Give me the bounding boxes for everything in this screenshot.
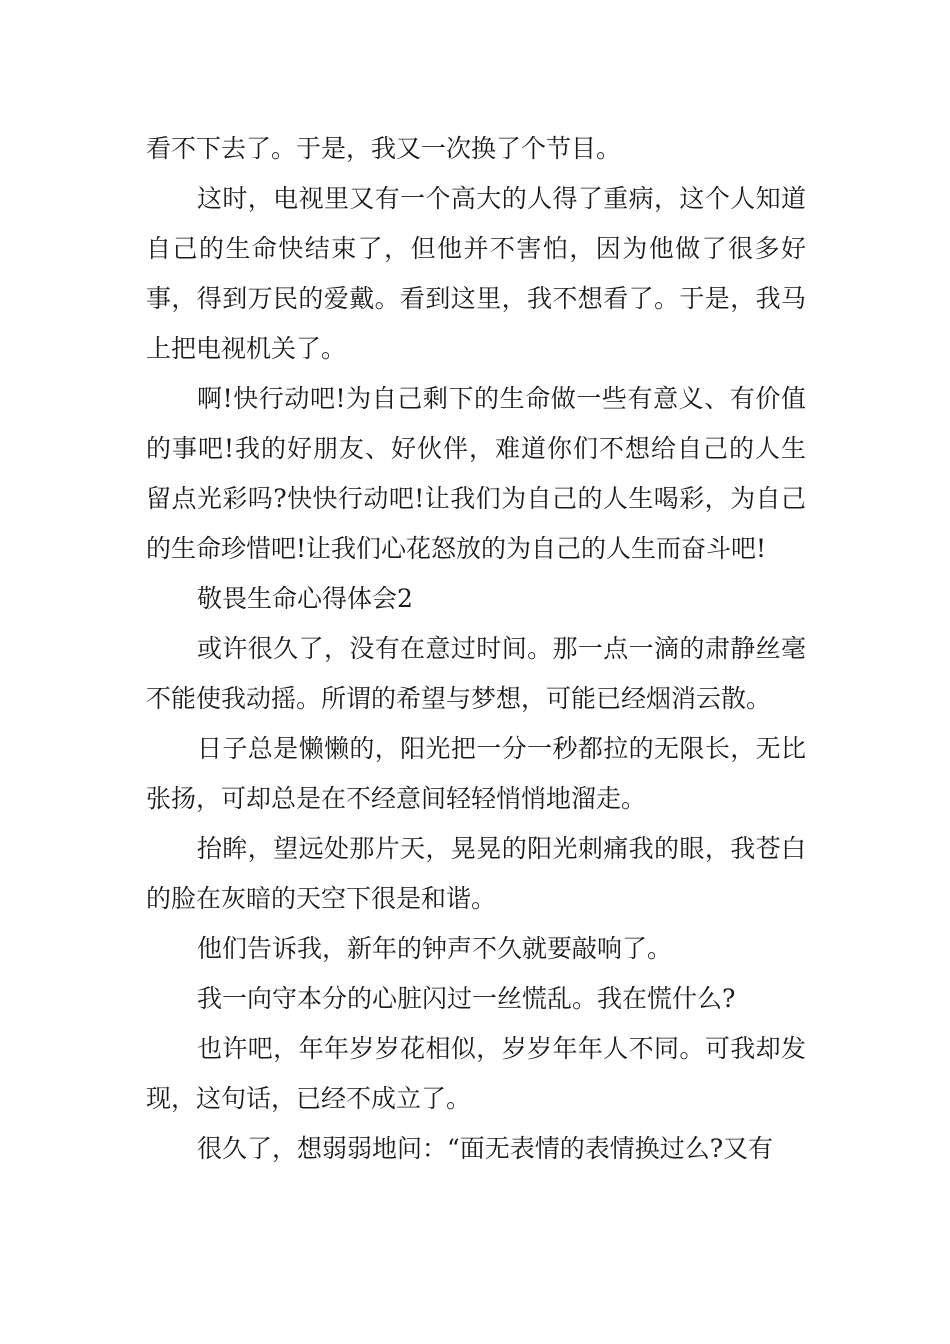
document-body <box>146 124 806 1174</box>
paragraph: 或许很久了，没有在意过时间。那一点一滴的肃静丝毫不能使我动摇。所谓的希望与梦想，可能已经烟消云散。 <box>146 634 806 713</box>
section-heading: 敬畏生命心得体会2 <box>197 584 413 613</box>
paragraph: 也许吧，年年岁岁花相似，岁岁年年人不同。可我却发现，这句话，已经不成立了。 <box>146 1034 806 1113</box>
paragraph: 这时，电视里又有一个高大的人得了重病，这个人知道自己的生命快结束了，但他并不害怕，因为他做了很多好事，得到万民的爱戴。看到这里，我不想看了。于是，我马上把电视机关了。 <box>146 184 806 363</box>
paragraph: 日子总是懒懒的，阳光把一分一秒都拉的无限长，无比张扬，可却总是在不经意间轻轻悄悄地溜走。 <box>146 734 806 813</box>
paragraph: 看不下去了。于是，我又一次换了个节目。 <box>146 134 622 163</box>
paragraph: 我一向守本分的心脏闪过一丝慌乱。我在慌什么? <box>197 984 736 1013</box>
paragraph: 他们告诉我，新年的钟声不久就要敲响了。 <box>197 934 673 963</box>
paragraph: 啊!快行动吧!为自己剩下的生命做一些有意义、有价值的事吧!我的好朋友、好伙伴，难道你们不想给自己的人生留点光彩吗?快快行动吧!让我们为自己的人生喝彩，为自己的生命珍惜吧!让我们心花怒放的为自己的人生而奋斗吧! <box>146 384 806 563</box>
paragraph: 很久了，想弱弱地问：“面无表情的表情换过么?又有 <box>197 1134 774 1163</box>
paragraph: 抬眸，望远处那片天，晃晃的阳光刺痛我的眼，我苍白的脸在灰暗的天空下很是和谐。 <box>146 834 806 913</box>
